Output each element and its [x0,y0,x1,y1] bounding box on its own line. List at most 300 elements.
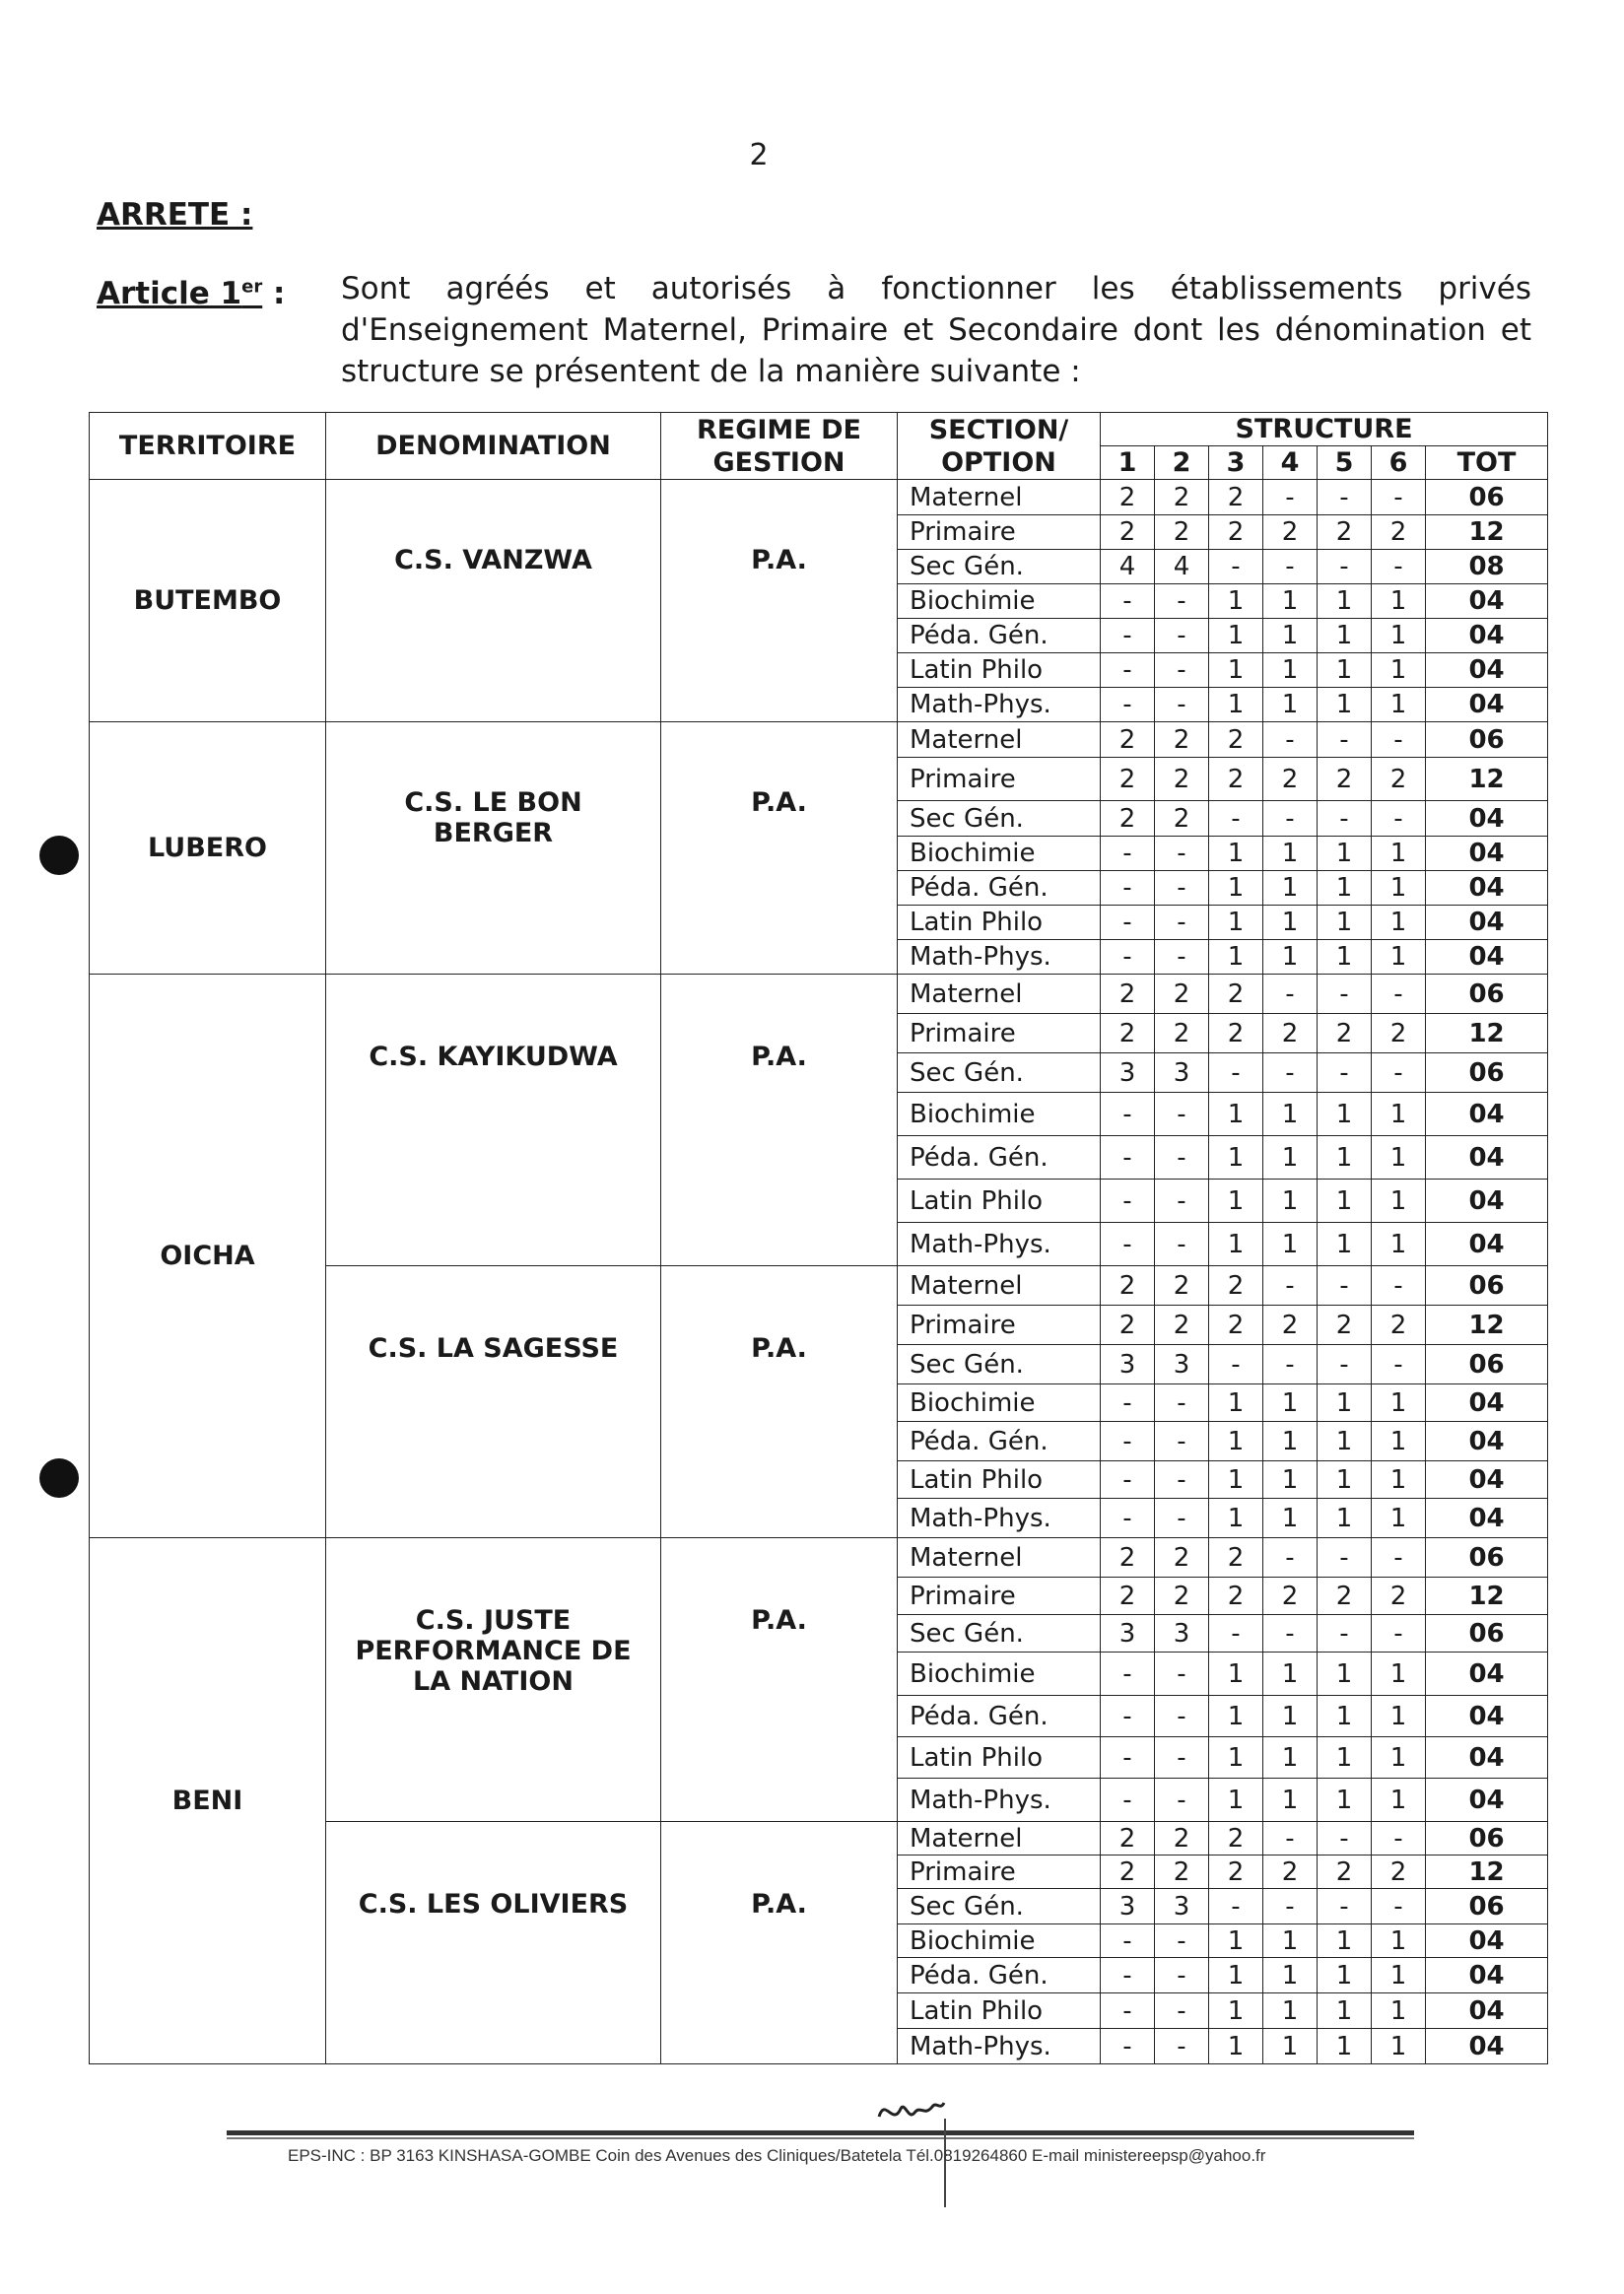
structure-cell-1: - [1101,871,1155,906]
structure-cell-6: - [1372,1538,1426,1578]
structure-total-cell: 04 [1426,1924,1548,1958]
structure-cell-4: - [1263,550,1318,584]
regime-value: P.A. [751,787,807,818]
structure-cell-2: 2 [1155,1578,1209,1615]
structure-cell-2: - [1155,1093,1209,1136]
structure-cell-6: 1 [1372,940,1426,975]
structure-cell-5: - [1318,975,1372,1014]
structure-cell-2: - [1155,1384,1209,1422]
structure-cell-4: - [1263,1053,1318,1093]
structure-cell-1: - [1101,1924,1155,1958]
structure-cell-3: 2 [1209,1822,1263,1855]
structure-cell-3: 2 [1209,1538,1263,1578]
structure-cell-1: - [1101,653,1155,688]
structure-cell-2: - [1155,1461,1209,1499]
structure-cell-1: 2 [1101,1578,1155,1615]
denomination-cell [326,1538,661,1822]
structure-cell-5: - [1318,722,1372,758]
structure-cell-3: 2 [1209,480,1263,515]
section-option-cell: Sec Gén. [898,1345,1101,1384]
structure-cell-6: 1 [1372,1499,1426,1538]
structure-cell-5: 1 [1318,1779,1372,1822]
structure-cell-1: 2 [1101,1266,1155,1306]
structure-cell-3: 1 [1209,871,1263,906]
structure-cell-6: - [1372,1053,1426,1093]
structure-cell-6: - [1372,1345,1426,1384]
table-row [90,480,1548,515]
regime-cell [661,1822,898,2064]
structure-total-cell: 04 [1426,1653,1548,1696]
structure-cell-1: 4 [1101,550,1155,584]
structure-cell-3: 1 [1209,1924,1263,1958]
structure-cell-3: - [1209,1345,1263,1384]
structure-cell-4: 1 [1263,1422,1318,1461]
structure-cell-5: 1 [1318,1958,1372,1993]
structure-cell-6: 1 [1372,653,1426,688]
structure-cell-6: 2 [1372,1014,1426,1053]
structure-cell-1: - [1101,1696,1155,1737]
structure-cell-4: - [1263,975,1318,1014]
footer-rule [227,2130,1414,2135]
section-option-cell: Biochimie [898,1093,1101,1136]
structure-cell-2: 2 [1155,1855,1209,1889]
structure-cell-1: - [1101,1223,1155,1266]
structure-total-cell: 04 [1426,837,1548,871]
regime-value: P.A. [751,545,807,575]
structure-cell-6: 1 [1372,1136,1426,1180]
section-option-cell: Math-Phys. [898,1223,1101,1266]
territory-cell [90,722,326,975]
structure-cell-1: 3 [1101,1889,1155,1924]
structure-cell-6: 1 [1372,584,1426,619]
structure-cell-4: 1 [1263,584,1318,619]
structure-cell-3: 1 [1209,1422,1263,1461]
structure-cell-6: 1 [1372,1737,1426,1779]
structure-cell-5: 2 [1318,515,1372,550]
structure-cell-5: - [1318,550,1372,584]
structure-cell-1: 3 [1101,1345,1155,1384]
structure-cell-5: - [1318,480,1372,515]
territory-cell [90,1538,326,2064]
section-option-cell: Math-Phys. [898,1499,1101,1538]
structure-cell-1: - [1101,1461,1155,1499]
structure-cell-4: 1 [1263,1696,1318,1737]
structure-cell-5: - [1318,1345,1372,1384]
structure-cell-4: 2 [1263,758,1318,801]
structure-total-cell: 12 [1426,758,1548,801]
structure-cell-4: 1 [1263,1180,1318,1223]
structure-total-cell: 04 [1426,688,1548,722]
structure-cell-2: - [1155,906,1209,940]
punch-hole-mark [39,1458,79,1498]
structure-cell-4: 1 [1263,1499,1318,1538]
structure-cell-1: 2 [1101,515,1155,550]
section-option-cell: Péda. Gén. [898,1422,1101,1461]
structure-cell-5: 1 [1318,1653,1372,1696]
structure-cell-1: - [1101,837,1155,871]
structure-cell-3: 1 [1209,1993,1263,2029]
structure-cell-6: - [1372,801,1426,837]
structure-cell-6: - [1372,1822,1426,1855]
header-section: SECTION/ OPTION [898,413,1101,480]
structure-cell-6: 1 [1372,1779,1426,1822]
structure-cell-5: - [1318,1053,1372,1093]
structure-total-cell: 04 [1426,1993,1548,2029]
structure-cell-5: - [1318,1889,1372,1924]
structure-cell-2: - [1155,688,1209,722]
structure-cell-6: 2 [1372,758,1426,801]
structure-cell-1: - [1101,1779,1155,1822]
structure-cell-6: 1 [1372,1653,1426,1696]
section-option-cell: Maternel [898,480,1101,515]
structure-cell-6: 1 [1372,1223,1426,1266]
structure-cell-5: 1 [1318,1384,1372,1422]
structure-total-cell: 04 [1426,1737,1548,1779]
section-option-cell: Primaire [898,1014,1101,1053]
structure-cell-5: 1 [1318,1223,1372,1266]
structure-cell-3: 2 [1209,722,1263,758]
section-option-cell: Sec Gén. [898,1053,1101,1093]
structure-cell-2: - [1155,1958,1209,1993]
structure-cell-4: 2 [1263,1578,1318,1615]
structure-total-cell: 04 [1426,1461,1548,1499]
structure-cell-1: - [1101,1653,1155,1696]
structure-cell-3: 2 [1209,758,1263,801]
structure-cell-6: - [1372,1889,1426,1924]
structure-cell-2: - [1155,2029,1209,2064]
header-col-6: 6 [1372,446,1426,480]
school-name: C.S. JUSTE PERFORMANCE DE LA NATION [355,1605,632,1697]
section-option-cell: Péda. Gén. [898,1696,1101,1737]
school-name: C.S. LE BON BERGER [404,787,582,848]
denomination-cell [326,722,661,975]
section-option-cell: Primaire [898,1306,1101,1345]
structure-cell-6: 2 [1372,515,1426,550]
structure-total-cell: 06 [1426,1345,1548,1384]
structure-cell-2: 2 [1155,1822,1209,1855]
structure-cell-4: 2 [1263,1855,1318,1889]
article-label-colon: : [262,276,286,311]
structure-cell-1: - [1101,619,1155,653]
section-option-cell: Sec Gén. [898,550,1101,584]
structure-cell-2: - [1155,1696,1209,1737]
denomination-cell [326,1822,661,2064]
structure-cell-5: 1 [1318,619,1372,653]
structure-cell-1: 2 [1101,1014,1155,1053]
structure-cell-4: 1 [1263,2029,1318,2064]
structure-cell-1: 2 [1101,1538,1155,1578]
structure-cell-2: 2 [1155,801,1209,837]
structure-cell-4: 1 [1263,1223,1318,1266]
header-denomination: DENOMINATION [326,413,661,480]
structure-cell-2: - [1155,653,1209,688]
structure-cell-3: - [1209,1053,1263,1093]
structure-cell-4: 2 [1263,515,1318,550]
structure-cell-6: - [1372,975,1426,1014]
structure-cell-5: 1 [1318,940,1372,975]
structure-cell-3: 2 [1209,1306,1263,1345]
regime-value: P.A. [751,1889,807,1920]
school-name: C.S. KAYIKUDWA [369,1042,618,1072]
page-number: 2 [749,138,769,172]
structure-total-cell: 04 [1426,1422,1548,1461]
territory-name: OICHA [160,1241,255,1271]
structure-cell-6: 2 [1372,1855,1426,1889]
regime-value: P.A. [751,1333,807,1364]
structure-cell-1: 2 [1101,722,1155,758]
structure-cell-3: 1 [1209,1737,1263,1779]
structure-cell-2: - [1155,584,1209,619]
structure-cell-6: - [1372,1615,1426,1653]
structure-cell-3: 1 [1209,940,1263,975]
denomination-cell [326,1266,661,1538]
structure-cell-4: 1 [1263,1993,1318,2029]
structure-total-cell: 06 [1426,1538,1548,1578]
structure-cell-2: - [1155,871,1209,906]
structure-cell-3: - [1209,801,1263,837]
structure-total-cell: 04 [1426,653,1548,688]
structure-total-cell: 04 [1426,906,1548,940]
structure-cell-4: - [1263,722,1318,758]
structure-cell-5: 2 [1318,1014,1372,1053]
structure-cell-5: 1 [1318,1422,1372,1461]
structure-cell-6: 1 [1372,1924,1426,1958]
structure-total-cell: 04 [1426,619,1548,653]
table-row [90,1538,1548,1578]
structure-total-cell: 12 [1426,1014,1548,1053]
header-col-3: 3 [1209,446,1263,480]
structure-cell-6: 1 [1372,1993,1426,2029]
structure-cell-5: 2 [1318,1306,1372,1345]
structure-total-cell: 04 [1426,1180,1548,1223]
structure-total-cell: 12 [1426,1855,1548,1889]
structure-total-cell: 04 [1426,1093,1548,1136]
section-option-cell: Math-Phys. [898,2029,1101,2064]
structure-cell-4: 1 [1263,1958,1318,1993]
section-option-cell: Biochimie [898,584,1101,619]
section-option-cell: Primaire [898,758,1101,801]
structure-cell-4: 1 [1263,1737,1318,1779]
structure-cell-4: 2 [1263,1306,1318,1345]
structure-cell-1: 2 [1101,975,1155,1014]
structure-cell-2: 2 [1155,1306,1209,1345]
structure-cell-5: 1 [1318,837,1372,871]
structure-cell-4: - [1263,1889,1318,1924]
structure-cell-4: 1 [1263,1384,1318,1422]
section-option-cell: Maternel [898,1822,1101,1855]
structure-cell-4: 1 [1263,837,1318,871]
header-col-4: 4 [1263,446,1318,480]
structure-cell-6: - [1372,480,1426,515]
structure-cell-5: - [1318,1266,1372,1306]
structure-cell-2: 2 [1155,722,1209,758]
structure-cell-3: 1 [1209,837,1263,871]
structure-cell-4: 1 [1263,1924,1318,1958]
structure-total-cell: 12 [1426,515,1548,550]
structure-cell-6: 1 [1372,837,1426,871]
structure-cell-5: 1 [1318,653,1372,688]
structure-cell-4: 1 [1263,1779,1318,1822]
structure-cell-6: 2 [1372,1578,1426,1615]
structure-cell-6: 1 [1372,1696,1426,1737]
structure-cell-4: - [1263,1615,1318,1653]
section-option-cell: Biochimie [898,1384,1101,1422]
section-option-cell: Latin Philo [898,1993,1101,2029]
section-option-cell: Péda. Gén. [898,1136,1101,1180]
structure-cell-1: - [1101,2029,1155,2064]
structure-cell-3: 1 [1209,1653,1263,1696]
structure-cell-3: 1 [1209,1779,1263,1822]
structure-cell-1: - [1101,940,1155,975]
structure-total-cell: 04 [1426,1223,1548,1266]
structure-cell-1: - [1101,1993,1155,2029]
structure-cell-1: 2 [1101,801,1155,837]
structure-cell-2: 2 [1155,1266,1209,1306]
structure-cell-2: 3 [1155,1615,1209,1653]
structure-cell-6: 1 [1372,1384,1426,1422]
territory-cell [90,480,326,722]
structure-cell-2: 2 [1155,758,1209,801]
table-row [90,975,1548,1014]
structure-cell-6: 1 [1372,1180,1426,1223]
structure-cell-5: 1 [1318,1993,1372,2029]
structure-total-cell: 04 [1426,1136,1548,1180]
structure-total-cell: 06 [1426,1615,1548,1653]
structure-cell-5: 1 [1318,1180,1372,1223]
structure-cell-5: 1 [1318,584,1372,619]
header-regime: REGIME DE GESTION [661,413,898,480]
denomination-cell [326,480,661,722]
structure-cell-1: 2 [1101,480,1155,515]
structure-cell-3: 2 [1209,1014,1263,1053]
structure-cell-4: 2 [1263,1014,1318,1053]
header-col-5: 5 [1318,446,1372,480]
structure-cell-5: 2 [1318,758,1372,801]
structure-cell-5: 2 [1318,1578,1372,1615]
structure-cell-6: 1 [1372,1093,1426,1136]
section-option-cell: Latin Philo [898,1461,1101,1499]
section-option-cell: Péda. Gén. [898,1958,1101,1993]
section-option-cell: Biochimie [898,837,1101,871]
structure-cell-2: - [1155,1993,1209,2029]
structure-cell-4: 1 [1263,906,1318,940]
structure-total-cell: 04 [1426,1499,1548,1538]
section-option-cell: Math-Phys. [898,688,1101,722]
structure-cell-1: - [1101,1958,1155,1993]
section-option-cell: Maternel [898,1538,1101,1578]
section-option-cell: Latin Philo [898,906,1101,940]
structure-cell-4: 1 [1263,1653,1318,1696]
structure-cell-2: 2 [1155,515,1209,550]
structure-cell-2: 2 [1155,480,1209,515]
structure-cell-2: 2 [1155,1014,1209,1053]
section-option-cell: Maternel [898,975,1101,1014]
structure-cell-3: 1 [1209,653,1263,688]
structure-cell-6: 1 [1372,1461,1426,1499]
structure-cell-4: - [1263,801,1318,837]
structure-total-cell: 12 [1426,1578,1548,1615]
section-option-cell: Primaire [898,1855,1101,1889]
school-name: C.S. LES OLIVIERS [358,1889,629,1920]
structure-cell-6: 1 [1372,906,1426,940]
structure-cell-5: - [1318,1538,1372,1578]
section-option-cell: Math-Phys. [898,1779,1101,1822]
school-name: C.S. LA SAGESSE [368,1333,619,1364]
header-col-2: 2 [1155,446,1209,480]
structure-cell-1: 2 [1101,1822,1155,1855]
structure-cell-3: 1 [1209,584,1263,619]
structure-cell-1: - [1101,688,1155,722]
regime-cell [661,975,898,1266]
structure-cell-4: - [1263,1538,1318,1578]
structure-cell-6: 1 [1372,871,1426,906]
structure-cell-5: - [1318,1822,1372,1855]
structure-cell-2: - [1155,1924,1209,1958]
structure-cell-1: - [1101,584,1155,619]
structure-cell-1: - [1101,1499,1155,1538]
regime-cell [661,480,898,722]
territory-cell [90,975,326,1538]
structure-cell-4: 1 [1263,1461,1318,1499]
structure-cell-6: - [1372,550,1426,584]
structure-cell-2: - [1155,1180,1209,1223]
structure-cell-6: - [1372,722,1426,758]
section-option-cell: Péda. Gén. [898,619,1101,653]
structure-cell-2: - [1155,1499,1209,1538]
structure-total-cell: 06 [1426,975,1548,1014]
section-option-cell: Sec Gén. [898,1889,1101,1924]
structure-total-cell: 04 [1426,584,1548,619]
structure-cell-1: - [1101,1737,1155,1779]
section-option-cell: Maternel [898,722,1101,758]
structure-cell-5: - [1318,1615,1372,1653]
section-option-cell: Primaire [898,1578,1101,1615]
structure-total-cell: 04 [1426,871,1548,906]
structure-cell-2: - [1155,837,1209,871]
section-option-cell: Primaire [898,515,1101,550]
structure-total-cell: 04 [1426,801,1548,837]
article-text: Sont agréés et autorisés à fonctionner les établissements privés d'Enseignement Maternel, Primaire et Secondaire dont les dénomination et structure se présentent de la manière suivante : [341,271,1531,389]
arrete-heading: ARRETE : [97,197,253,233]
structure-total-cell: 08 [1426,550,1548,584]
structure-total-cell: 06 [1426,1266,1548,1306]
structure-cell-5: 1 [1318,688,1372,722]
section-option-cell: Latin Philo [898,1737,1101,1779]
structure-cell-3: 1 [1209,1136,1263,1180]
header-structure: STRUCTURE [1101,413,1548,446]
structure-cell-1: 2 [1101,758,1155,801]
structure-cell-1: 3 [1101,1053,1155,1093]
structure-cell-3: 2 [1209,1855,1263,1889]
structure-total-cell: 04 [1426,940,1548,975]
structure-cell-4: 1 [1263,871,1318,906]
regime-cell [661,722,898,975]
structure-total-cell: 04 [1426,1779,1548,1822]
structure-cell-2: 3 [1155,1053,1209,1093]
structure-cell-1: - [1101,1422,1155,1461]
regime-value: P.A. [751,1042,807,1072]
structure-cell-5: - [1318,801,1372,837]
structure-cell-2: - [1155,1737,1209,1779]
regime-cell [661,1266,898,1538]
structure-cell-4: - [1263,480,1318,515]
structure-cell-5: 1 [1318,1737,1372,1779]
structure-cell-1: - [1101,1384,1155,1422]
structure-cell-3: - [1209,1615,1263,1653]
section-option-cell: Péda. Gén. [898,871,1101,906]
structure-total-cell: 06 [1426,1889,1548,1924]
section-option-cell: Latin Philo [898,653,1101,688]
